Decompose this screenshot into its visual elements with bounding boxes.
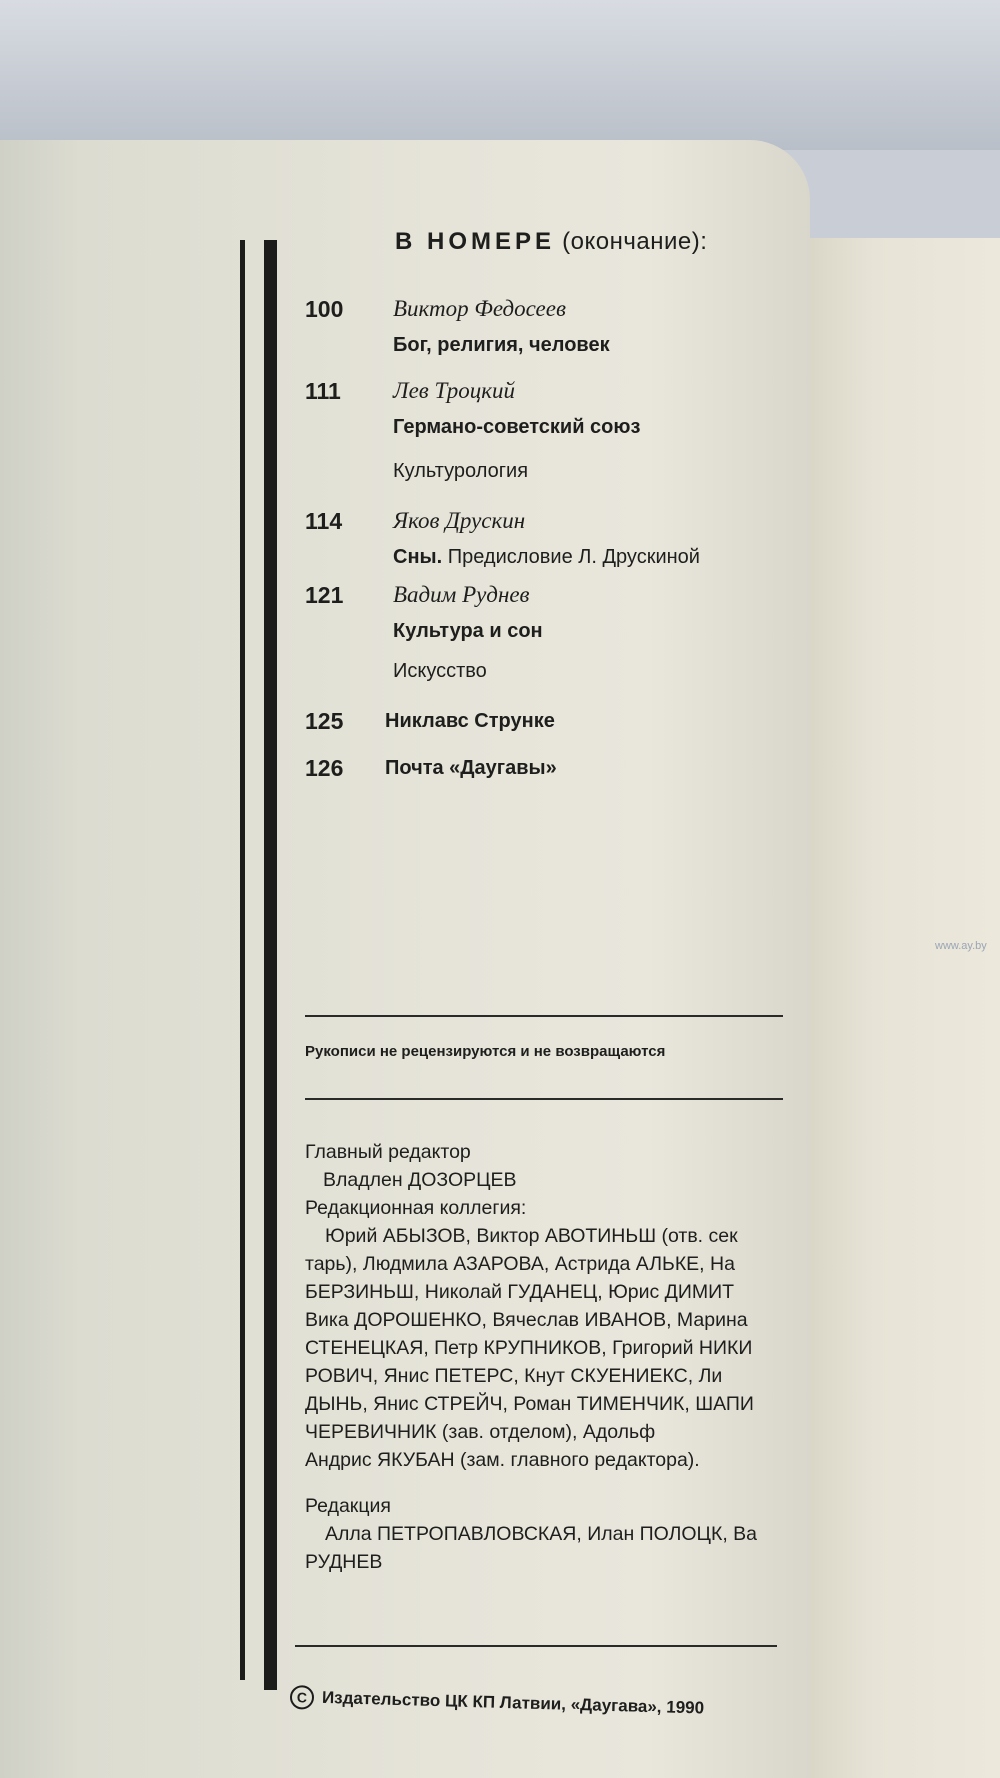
board-member-line: Андрис ЯКУБАН (зам. главного редактора). bbox=[305, 1449, 700, 1471]
watermark: www.ay.by bbox=[935, 940, 987, 952]
contents-heading-suffix: (окончание): bbox=[555, 228, 708, 255]
manuscripts-note: Рукописи не рецензируются и не возвращаются bbox=[305, 1043, 666, 1060]
contents-heading-title: В НОМЕРЕ bbox=[395, 228, 556, 255]
board-member-line: ЧЕРЕВИЧНИК (зав. отделом), Адольф bbox=[305, 1421, 656, 1443]
editorial-credits bbox=[305, 1138, 805, 1576]
board-member-line: ДЫНЬ, Янис СТРЕЙЧ, Роман ТИМЕНЧИК, ШАПИ bbox=[305, 1393, 754, 1415]
page-number: 126 bbox=[305, 755, 344, 781]
article-title: Почта «Даугавы» bbox=[385, 757, 557, 779]
background-wall bbox=[0, 0, 1000, 150]
board-member-line: тарь), Людмила АЗАРОВА, Астрида АЛЬКЕ, Ha bbox=[305, 1253, 735, 1275]
copyright-icon: C bbox=[290, 1685, 315, 1710]
page-number: 114 bbox=[305, 508, 343, 534]
board-member-line: БЕРЗИНЬШ, Николай ГУДАНЕЦ, Юрис ДИМИТ bbox=[305, 1281, 735, 1303]
author-name: Яков Друскин bbox=[393, 508, 526, 533]
page-number: 100 bbox=[305, 296, 344, 322]
article-title: Бог, религия, человек bbox=[393, 334, 610, 356]
page-number: 111 bbox=[305, 378, 341, 404]
page-number: 125 bbox=[305, 708, 344, 734]
article-title bbox=[393, 546, 700, 569]
author-name: Вадим Руднев bbox=[393, 582, 530, 607]
article-title-rest: Предисловие Л. Друскиной bbox=[442, 546, 700, 568]
decorative-bar-thin bbox=[240, 240, 245, 1680]
section-label-culturology: Культурология bbox=[393, 460, 529, 482]
article-title: Германо-советский союз bbox=[393, 416, 641, 438]
publisher-text: Издательство ЦК КП Латвии, «Даугава», 1990 bbox=[321, 1687, 705, 1718]
board-member-line: Вика ДОРОШЕНКО, Вячеслав ИВАНОВ, Марина bbox=[305, 1309, 748, 1331]
divider bbox=[295, 1645, 777, 1647]
section-label-art: Искусство bbox=[393, 660, 487, 682]
contents-heading bbox=[395, 228, 707, 256]
board-label: Редакционная коллегия: bbox=[305, 1197, 527, 1219]
decorative-bar-thick bbox=[264, 240, 277, 1690]
board-member-line: Юрий АБЫЗОВ, Виктор АВОТИНЬШ (отв. сек bbox=[325, 1225, 738, 1247]
author-name: Лев Троцкий bbox=[393, 378, 515, 403]
divider bbox=[305, 1098, 783, 1100]
adjacent-page bbox=[790, 238, 1000, 1778]
board-member-line: СТЕНЕЦКАЯ, Петр КРУПНИКОВ, Григорий НИКИ bbox=[305, 1337, 753, 1359]
board-member-line: РОВИЧ, Янис ПЕТЕРС, Кнут СКУЕНИЕКС, Ли bbox=[305, 1365, 723, 1387]
article-title: Культура и сон bbox=[393, 620, 543, 642]
chief-editor-name: Владлен ДОЗОРЦЕВ bbox=[323, 1169, 517, 1191]
article-title-main: Сны. bbox=[393, 546, 443, 568]
editorial-staff-line: Алла ПЕТРОПАВЛОВСКАЯ, Илан ПОЛОЦК, Ва bbox=[325, 1523, 758, 1545]
chief-editor-label: Главный редактор bbox=[305, 1141, 471, 1163]
page-number: 121 bbox=[305, 582, 344, 608]
divider bbox=[305, 1015, 783, 1017]
editorial-staff-label: Редакция bbox=[305, 1495, 391, 1517]
article-title: Никлавс Струнке bbox=[385, 710, 555, 732]
author-name: Виктор Федосеев bbox=[393, 296, 566, 321]
editorial-staff-line: РУДНЕВ bbox=[305, 1551, 383, 1573]
